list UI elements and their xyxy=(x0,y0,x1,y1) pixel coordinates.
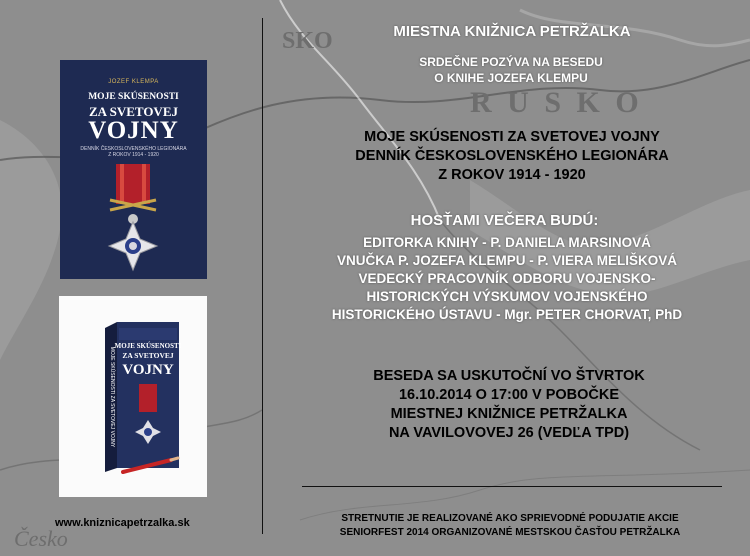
guests-list xyxy=(270,234,744,324)
event-details xyxy=(318,367,700,443)
horizontal-divider xyxy=(302,486,722,487)
book-spine-text: MOJE SKÚSENOSTI ZA SVETOVEJ VOJNY xyxy=(109,346,115,448)
cover-title-line-2: ZA SVETOVEJ xyxy=(89,104,178,119)
invitation-text xyxy=(392,54,630,86)
footer-line-2: SENIORFEST 2014 ORGANIZOVANÉ MESTSKOU ČASŤOU PETRŽALKA xyxy=(339,527,681,538)
cover-subtitle-line-1: DENNÍK ČESKOSLOVENSKÉHO LEGIONÁRA xyxy=(80,146,187,152)
book-title-line-1: MOJE SKÚSENOSTI ZA SVETOVEJ VOJNY xyxy=(364,129,660,145)
guest-line-3: VEDECKÝ PRACOVNÍK ODBORU VOJENSKO- xyxy=(358,271,656,286)
event-line-3: MIESTNEJ KNIŽNICE PETRŽALKA xyxy=(390,406,628,422)
map-label-rusko: R U S K O xyxy=(470,86,643,119)
book-image xyxy=(99,322,189,472)
pencil-image xyxy=(121,456,181,476)
event-line-4: NA VAVILOVOVEJ 26 (VEDĽA TPD) xyxy=(388,425,630,441)
cover-title-line-3: VOJNY xyxy=(88,117,179,144)
vertical-divider xyxy=(262,18,263,534)
event-line-1: BESEDA SA USKUTOČNÍ VO ŠTVRTOK xyxy=(373,368,645,384)
cover-subtitle-line-2: Z ROKOV 1914 - 1920 xyxy=(108,152,159,158)
book-cover xyxy=(60,60,207,279)
guest-line-1: EDITORKA KNIHY - P. DANIELA MARSINOVÁ xyxy=(363,235,651,250)
map-label-cesko: Česko xyxy=(14,526,68,551)
cover-subtitle xyxy=(60,146,207,158)
invitation-line-1: SRDEČNE POZÝVA NA BESEDU xyxy=(419,55,603,69)
guest-line-4: HISTORICKÝCH VÝSKUMOV VOJENSKÉHO xyxy=(366,289,648,304)
svg-text:ZA SVETOVEJ: ZA SVETOVEJ xyxy=(122,351,174,360)
cover-title-line-1: MOJE SKÚSENOSTI xyxy=(88,92,179,102)
guests-heading: HOSŤAMI VEČERA BUDÚ: xyxy=(410,212,599,229)
map-label-sko: SKO xyxy=(282,28,333,54)
medal-icon xyxy=(98,164,168,274)
svg-text:VOJNY: VOJNY xyxy=(122,362,174,378)
footer-note xyxy=(288,512,732,540)
book-title-line-3: Z ROKOV 1914 - 1920 xyxy=(438,167,586,183)
invitation-line-2: O KNIHE JOZEFA KLEMPU xyxy=(434,71,588,85)
website-link[interactable]: www.kniznicapetrzalka.sk xyxy=(55,517,190,529)
cover-author: JOZEF KLEMPA xyxy=(108,79,159,85)
book-photo xyxy=(59,296,207,497)
footer-line-1: STRETNUTIE JE REALIZOVANÉ AKO SPRIEVODNÉ PODUJATIE AKCIE xyxy=(341,513,679,524)
svg-text:MOJE SKÚSENOSTI: MOJE SKÚSENOSTI xyxy=(114,342,182,350)
event-line-2: 16.10.2014 O 17:00 V POBOČKE xyxy=(398,387,620,403)
book-title-line-2: DENNÍK ČESKOSLOVENSKÉHO LEGIONÁRA xyxy=(355,148,669,164)
book-title xyxy=(305,128,719,185)
guest-line-5: HISTORICKÉHO ÚSTAVU - Mgr. PETER CHORVAT, PhD xyxy=(331,307,683,322)
library-name-heading: MIESTNA KNIŽNICA PETRŽALKA xyxy=(393,23,631,40)
guest-line-2: VNUČKA P. JOZEFA KLEMPU - P. VIERA MELIŠKOVÁ xyxy=(336,253,678,268)
